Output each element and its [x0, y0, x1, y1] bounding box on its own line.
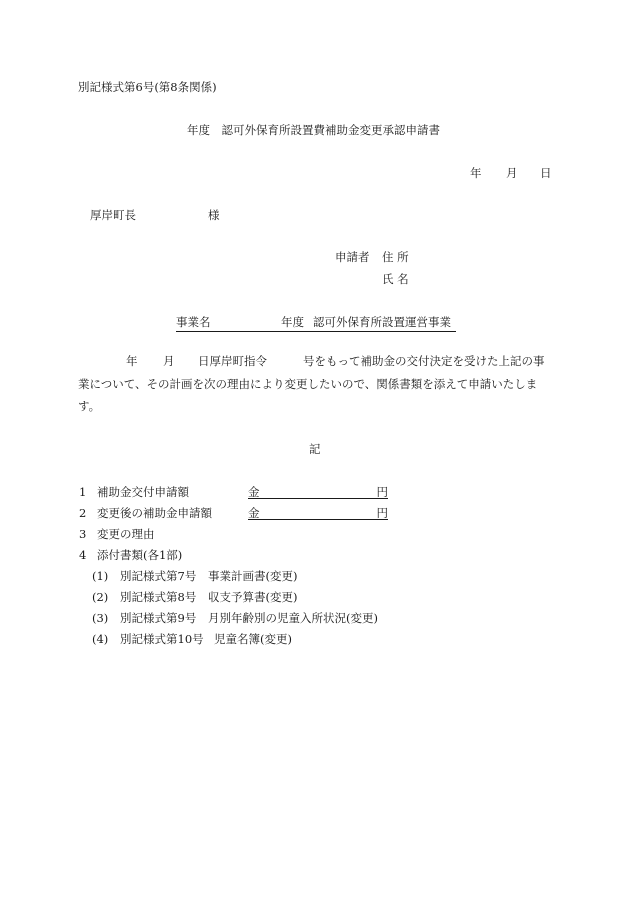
attachment-2-form: 別記様式第8号	[120, 590, 197, 604]
addressee-suffix: 様	[208, 208, 220, 222]
attachment-2-doc: 収支予算書(変更)	[208, 590, 298, 604]
item-4-label: 添付書類(各1部)	[97, 548, 183, 562]
item-1-label: 補助金交付申請額	[97, 485, 189, 499]
body-line-2: 業について、その計画を次の理由により変更したいので、関係書類を添えて申請いたしま	[78, 377, 538, 391]
attachment-3-form: 別記様式第9号	[120, 611, 197, 625]
project-name: 認可外保育所設置運営事業	[313, 315, 451, 329]
item-3-number: 3	[79, 527, 87, 541]
item-2-amount-field	[248, 506, 388, 520]
attachment-2-number: (2)	[92, 590, 109, 604]
item-2-number: 2	[79, 506, 87, 520]
attachment-1-number: (1)	[92, 569, 109, 583]
addressee-name: 厚岸町長	[90, 208, 136, 222]
project-label: 事業名	[176, 315, 211, 329]
attachment-3-number: (3)	[92, 611, 109, 625]
item-1-number: 1	[79, 485, 87, 499]
attachment-4-doc: 児童名簿(変更)	[214, 632, 292, 646]
ki-heading: 記	[309, 442, 321, 456]
date-day-label: 日	[540, 166, 552, 180]
attachment-4-form: 別記様式第10号	[120, 632, 204, 646]
body-day-clause: 日厚岸町指令	[198, 354, 267, 368]
applicant-label: 申請者	[335, 250, 370, 264]
body-year-label: 年	[126, 354, 138, 368]
item-2-label: 変更後の補助金申請額	[97, 506, 212, 520]
form-label: 別記様式第6号(第8条関係)	[78, 80, 217, 94]
body-month-label: 月	[163, 354, 175, 368]
date-year-label: 年	[470, 166, 482, 180]
item-3-label: 変更の理由	[97, 527, 155, 541]
attachment-1-form: 別記様式第7号	[120, 569, 197, 583]
applicant-name-label: 氏 名	[382, 272, 409, 286]
body-line-1-rest: 号をもって補助金の交付決定を受けた上記の事	[303, 354, 545, 368]
item-2-amount-prefix: 金	[248, 506, 260, 520]
item-2-amount-suffix: 円	[376, 506, 388, 520]
applicant-address-label: 住 所	[382, 250, 409, 264]
item-1-amount-field	[248, 485, 388, 499]
item-1-amount-suffix: 円	[376, 485, 388, 499]
item-1-amount-prefix: 金	[248, 485, 260, 499]
body-line-3: す。	[78, 399, 101, 413]
item-4-number: 4	[79, 548, 87, 562]
attachment-1-doc: 事業計画書(変更)	[208, 569, 298, 583]
project-year-suffix: 年度	[281, 315, 304, 329]
date-month-label: 月	[506, 166, 518, 180]
project-line	[176, 317, 456, 332]
attachment-3-doc: 月別年齢別の児童入所状況(変更)	[208, 611, 378, 625]
page-title: 年度 認可外保育所設置費補助金変更承認申請書	[187, 123, 440, 137]
attachment-4-number: (4)	[92, 632, 109, 646]
